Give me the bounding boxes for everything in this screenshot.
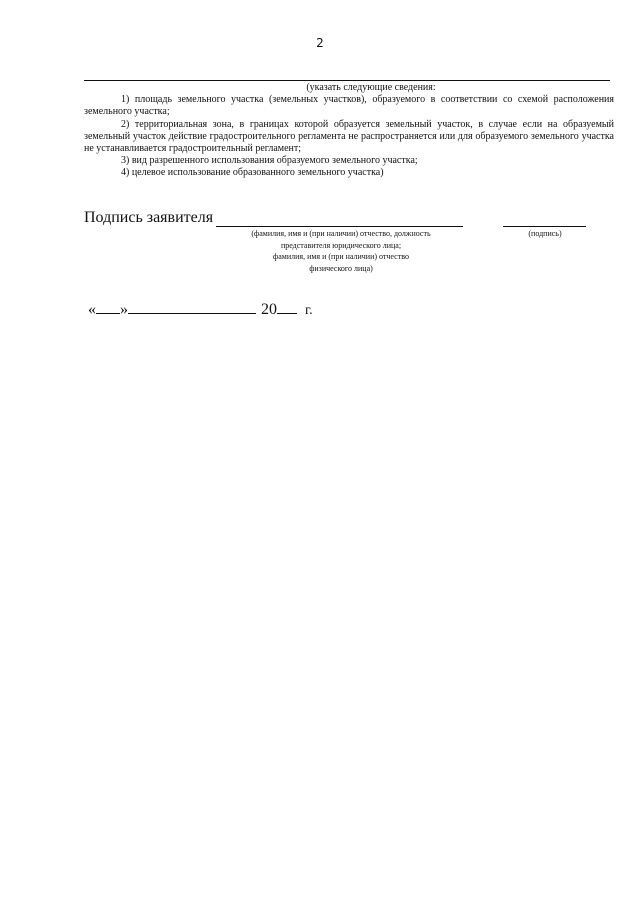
date-line bbox=[88, 300, 313, 319]
page-number: 2 bbox=[316, 36, 324, 50]
year-prefix: 20 bbox=[261, 301, 277, 318]
date-open-quote: « bbox=[88, 301, 96, 318]
instruction-item-3: 3) вид разрешенного использования образуемого земельного участка; bbox=[121, 155, 418, 167]
signature-caption: (подпись) bbox=[528, 229, 562, 238]
date-close-quote: » bbox=[120, 301, 128, 318]
instruction-item-2: 2) территориальная зона, в границах которой образуется земельный участок, в случае если на образуемый земельный участок действие градостроительного регламента не распространяется или для образуемого земельного участка не устанавливается градостроительный регламент; bbox=[84, 118, 614, 155]
name-caption-line-2: представителя юридического лица; bbox=[280, 240, 402, 250]
instruction-item-1: 1) площадь земельного участка (земельных участков), образуемого в соответствии со схемой расположения земельного участка; bbox=[84, 94, 614, 118]
name-caption-line-1: (фамилия, имя и (при наличии) отчество, должность bbox=[251, 229, 431, 238]
instructions-block bbox=[84, 82, 614, 180]
year-blank bbox=[277, 300, 297, 314]
month-blank bbox=[128, 300, 256, 314]
year-suffix: г. bbox=[305, 303, 313, 318]
fill-in-line-top bbox=[84, 80, 610, 81]
signature-line bbox=[503, 226, 586, 227]
instruction-item-4: 4) целевое использование образованного земельного участка) bbox=[121, 167, 384, 179]
day-blank bbox=[96, 300, 120, 314]
signature-label: Подпись заявителя bbox=[84, 209, 214, 226]
name-caption-line-3: фамилия, имя и (при наличии) отчество bbox=[273, 252, 409, 261]
name-caption bbox=[196, 228, 486, 274]
applicant-name-line bbox=[216, 226, 463, 227]
instructions-header: (указать следующие сведения: bbox=[306, 82, 436, 93]
name-caption-line-4: физического лица) bbox=[309, 263, 373, 273]
